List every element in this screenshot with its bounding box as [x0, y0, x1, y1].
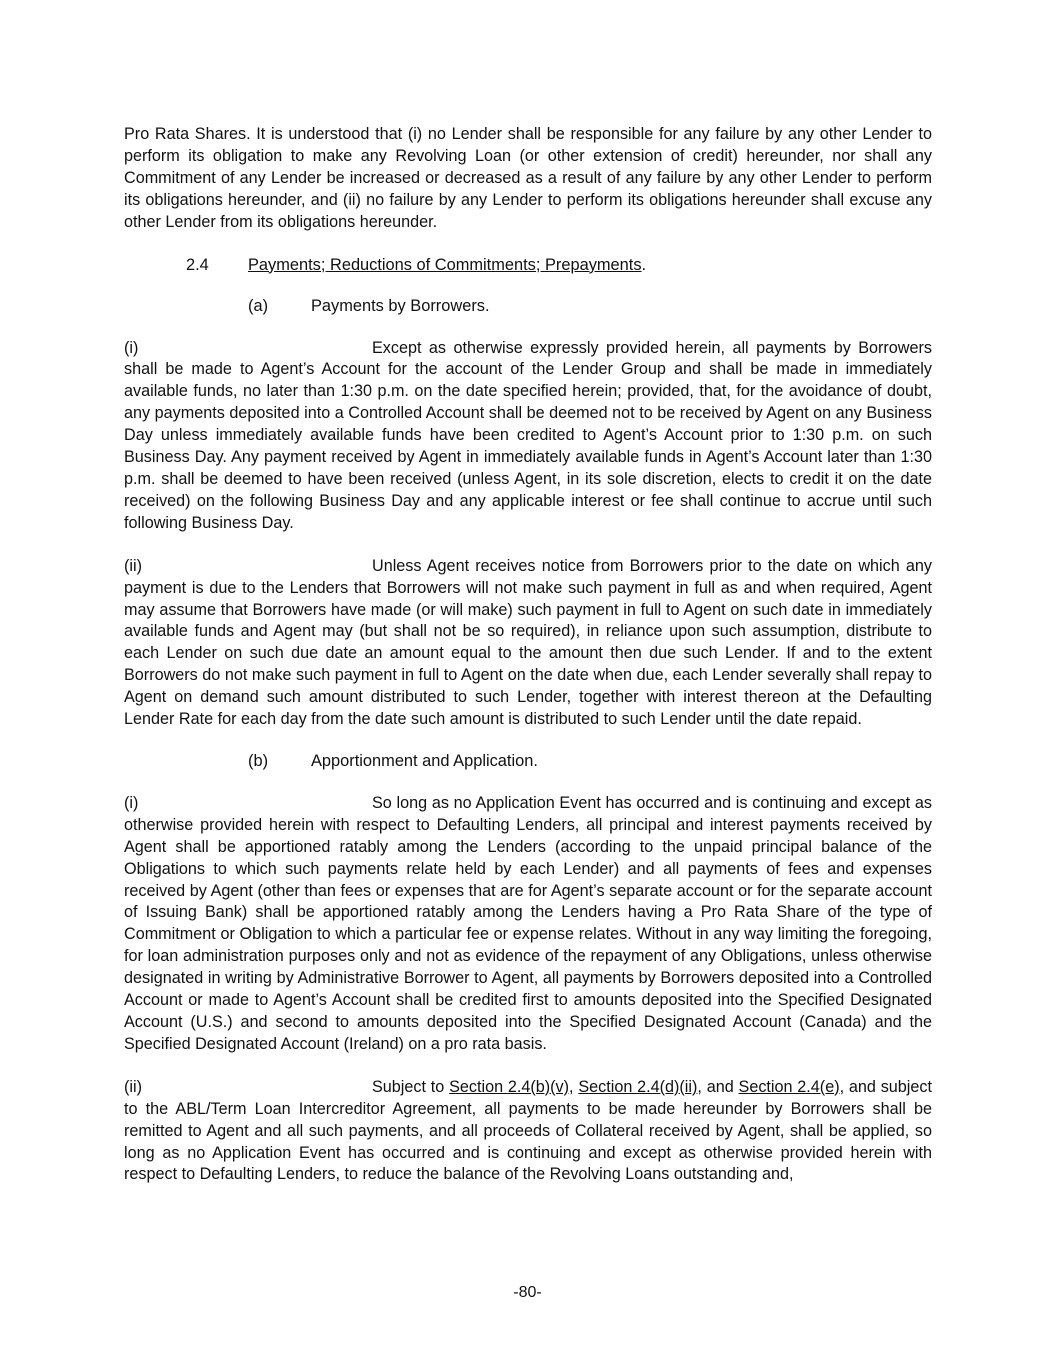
paragraph-a-i — [124, 338, 932, 535]
document-page — [124, 124, 932, 1186]
section-title: Payments; Reductions of Commitments; Prepayments — [248, 255, 642, 274]
subsection-title: Apportionment and Application. — [311, 751, 538, 770]
section-reference-2-4-e: Section 2.4(e) — [738, 1077, 840, 1096]
subsection-label: (a) — [248, 296, 269, 315]
subsection-label: (b) — [248, 751, 269, 770]
page-number: -80- — [513, 1284, 542, 1301]
paragraph-label: (ii) — [124, 1077, 142, 1096]
paragraph-text-3: , and — [697, 1077, 739, 1096]
paragraph-label: (ii) — [124, 556, 142, 575]
subsection-a-heading — [124, 295, 932, 317]
paragraph-text-2: , — [569, 1077, 579, 1096]
paragraph-text: So long as no Application Event has occurred and is continuing and except as otherwise provided herein with respect to Defaulting Lenders, all principal and interest payments received by Agent shall be apportioned ratably among the Lenders (according to the unpaid principal balance of the Obligations to which such payments relate held by each Lender) and all payments of fees and expenses received by Agent (other than fees or expenses that are for Agent’s separate account or for the separate account of Issuing Bank) shall be apportioned ratably among the Lenders having a Pro Rata Share of the type of Commitment or Obligation to which a particular fee or expense relates. Without in any way limiting the foregoing, for loan administration purposes only and not as evidence of the repayment of any Obligations, unless otherwise designated in writing by Administrative Borrower to Agent, all payments by Borrowers deposited into a Controlled Account or made to Agent’s Account shall be credited first to amounts deposited into the Specified Designated Account (U.S.) and second to amounts deposited into the Specified Designated Account (Canada) and the Specified Designated Account (Ireland) on a pro rata basis. — [124, 793, 932, 1053]
paragraph-b-ii — [124, 1077, 932, 1187]
section-title-period: . — [641, 255, 647, 274]
section-reference-2-4-b-v: Section 2.4(b)(v) — [449, 1077, 570, 1096]
paragraph-b-i — [124, 793, 932, 1056]
paragraph-text: Unless Agent receives notice from Borrowers prior to the date on which any payment is due to the Lenders that Borrowers will not make such payment in full as and when required, Agent may assume that Borrowers have made (or will make) such payment in full to Agent on such date in immediately available funds and Agent may (but shall not be so required), in reliance upon such assumption, distribute to each Lender on such due date an amount equal to the amount then due such Lender. If and to the extent Borrowers do not make such payment in full to Agent on the date when due, each Lender severally shall repay to Agent on demand such amount distributed to such Lender, together with interest thereon at the Defaulting Lender Rate for each day from the date such amount is distributed to such Lender until the date repaid. — [124, 556, 932, 729]
section-2-4-heading — [124, 254, 932, 276]
paragraph-label: (i) — [124, 793, 139, 812]
paragraph-a-ii — [124, 556, 932, 731]
subsection-title: Payments by Borrowers. — [311, 296, 490, 315]
paragraph-text: Except as otherwise expressly provided herein, all payments by Borrowers shall be made to Agent’s Account for the account of the Lender Group and shall be made in immediately available funds, no later than 1:30 p.m. on the date specified herein; provided, that, for the avoidance of doubt, any payments deposited into a Controlled Account shall be deemed not to be received by Agent on any Business Day unless immediately available funds have been credited to Agent’s Account prior to 1:30 p.m. on such Business Day. Any payment received by Agent in immediately available funds in Agent’s Account later than 1:30 p.m. shall be deemed to have been received (unless Agent, in its sole discretion, elects to credit it on the date received) on the following Business Day and any applicable interest or fee shall continue to accrue until such following Business Day. — [124, 338, 932, 532]
paragraph-text-1: Subject to — [372, 1077, 450, 1096]
paragraph-label: (i) — [124, 338, 139, 357]
section-number: 2.4 — [186, 255, 209, 274]
subsection-b-heading — [124, 750, 932, 772]
section-reference-2-4-d-ii: Section 2.4(d)(ii) — [578, 1077, 698, 1096]
paragraph-text-4: , and subject to the ABL/Term Loan Intercreditor Agreement, all payments to be made hereunder by Borrowers shall be remitted to Agent and all such payments, and all proceeds of Collateral received by Agent, shall be applied, so long as no Application Event has occurred and is continuing and except as otherwise provided herein with respect to Defaulting Lenders, to reduce the balance of the Revolving Loans outstanding and, — [124, 1077, 932, 1184]
intro-paragraph: Pro Rata Shares. It is understood that (i) no Lender shall be responsible for any failure by any other Lender to perform its obligation to make any Revolving Loan (or other extension of credit) hereunder, nor shall any Commitment of any Lender be increased or decreased as a result of any failure by any other Lender to perform its obligations hereunder, and (ii) no failure by any Lender to perform its obligations hereunder shall excuse any other Lender from its obligations hereunder. — [124, 125, 932, 231]
